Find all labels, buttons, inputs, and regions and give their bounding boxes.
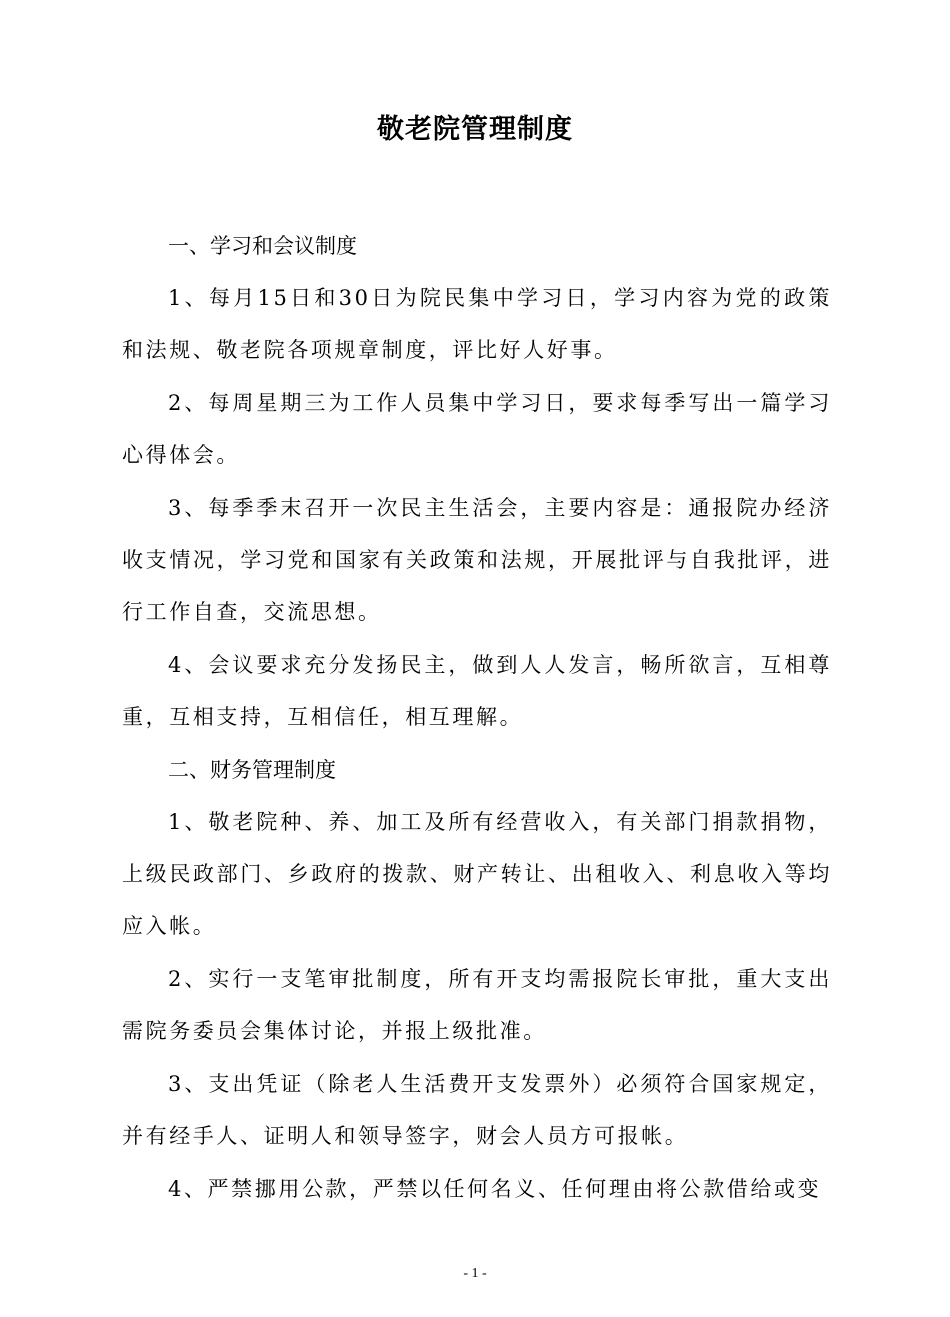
section-heading-study-meeting: 一、学习和会议制度 (168, 234, 357, 258)
paragraph-study-2: 2、每周星期三为工作人员集中学习日，要求每季写出一篇学习心得体会。 (122, 390, 832, 468)
section-heading-finance: 二、财务管理制度 (168, 757, 336, 782)
paragraph-finance-3: 3、支出凭证（除老人生活费开支发票外）必须符合国家规定，并有经手人、证明人和领导签字，财会人员方可报帐。 (122, 1071, 832, 1149)
paragraph-finance-1: 1、敬老院种、养、加工及所有经营收入，有关部门捐款捐物，上级民政部门、乡政府的拨款、财产转让、出租收入、利息收入等均应入帐。 (122, 809, 832, 939)
document-title: 敬老院管理制度 (377, 114, 573, 145)
paragraph-finance-4: 4、严禁挪用公款，严禁以任何名义、任何理由将公款借给或变 (168, 1176, 822, 1201)
paragraph-study-1: 1、每月15日和30日为院民集中学习日，学习内容为党的政策和法规、敬老院各项规章制度，评比好人好事。 (122, 286, 832, 363)
page-number: - 1 - (463, 1266, 487, 1281)
paragraph-finance-2: 2、实行一支笔审批制度，所有开支均需报院长审批，重大支出需院务委员会集体讨论，并报上级批准。 (122, 966, 832, 1044)
document-body (122, 220, 832, 1215)
paragraph-study-4: 4、会议要求充分发扬民主，做到人人发言，畅所欲言，互相尊重，互相支持，互相信任，相互理解。 (122, 652, 832, 730)
paragraph-study-3: 3、每季季末召开一次民主生活会，主要内容是：通报院办经济收支情况，学习党和国家有关政策和法规，开展批评与自我批评，进行工作自查，交流思想。 (122, 495, 832, 625)
